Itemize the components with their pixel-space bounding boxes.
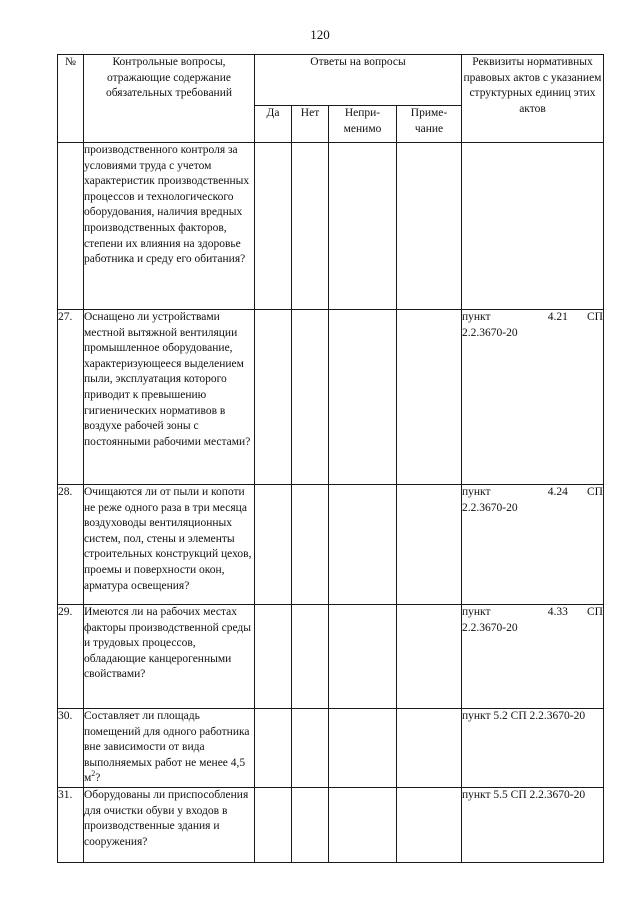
answer-note-cell[interactable] — [397, 787, 462, 862]
requisites-cell — [462, 143, 604, 310]
answer-na-cell[interactable] — [329, 787, 397, 862]
table-row — [58, 310, 604, 485]
page-number: 120 — [310, 27, 330, 42]
question-text: Очищаются ли от пыли и копоти не реже одного раза в три месяца воздуховоды вентиляционных систем, пол, стены и элементы строительных конструкций цехов, проемы и поверхности окон, арматура освещения? — [84, 485, 255, 605]
answer-note-cell[interactable] — [397, 310, 462, 485]
checklist-table — [57, 54, 604, 863]
requisites-cell: пункт 5.5 СП 2.2.3670-20 — [462, 787, 604, 862]
column-header-not-applicable: Непри-менимо — [329, 106, 397, 143]
answer-yes-cell[interactable] — [255, 605, 292, 709]
table-row — [58, 485, 604, 605]
requisite-reference: пункт 4.21 СП — [462, 311, 603, 323]
question-text: производственного контроля за условиями труда с учетом характеристик производственных процессов и технологического оборудования, наличия вредных производственных факторов, степени их влияния на здоровье работника и среду его обитания? — [84, 143, 255, 310]
answer-yes-cell[interactable] — [255, 310, 292, 485]
table-row — [58, 709, 604, 788]
answer-note-cell[interactable] — [397, 143, 462, 310]
requisite-code: 2.2.3670-20 — [462, 621, 518, 634]
answer-no-cell[interactable] — [292, 605, 329, 709]
answer-na-cell[interactable] — [329, 485, 397, 605]
header-row — [58, 55, 604, 106]
column-header-number: № — [58, 55, 84, 143]
column-header-no: Нет — [292, 106, 329, 143]
question-text: Оборудованы ли приспособления для очистки обуви у входов в производственные здания и сооружения? — [84, 787, 255, 862]
requisite-code: 2.2.3670-20 — [462, 501, 518, 514]
column-header-note: Приме-чание — [397, 106, 462, 143]
column-header-yes: Да — [255, 106, 292, 143]
question-text: Оснащено ли устройствами местной вытяжной вентиляции промышленное оборудование, характеризующееся выделением пыли, эксплуатация которого приводит к превышению гигиенических нормативов в воздухе рабочей зоны с постоянными рабочими местами? — [84, 310, 255, 485]
answer-no-cell[interactable] — [292, 143, 329, 310]
answer-no-cell[interactable] — [292, 485, 329, 605]
answer-note-cell[interactable] — [397, 485, 462, 605]
answer-note-cell[interactable] — [397, 709, 462, 788]
answer-no-cell[interactable] — [292, 709, 329, 788]
answer-no-cell[interactable] — [292, 787, 329, 862]
row-number: 27. — [58, 310, 84, 485]
requisite-reference: пункт 4.33 СП — [462, 606, 603, 618]
column-header-answers: Ответы на вопросы — [255, 55, 462, 106]
answer-yes-cell[interactable] — [255, 485, 292, 605]
question-text: Составляет ли площадь помещений для одного работника вне зависимости от вида выполняемых работ не менее 4,5 $м^2$? — [84, 709, 255, 788]
row-number: 31. — [58, 787, 84, 862]
answer-yes-cell[interactable] — [255, 143, 292, 310]
question-text: Имеются ли на рабочих местах факторы производственной среды и трудовых процессов, обладающие канцерогенными свойствами? — [84, 605, 255, 709]
answer-no-cell[interactable] — [292, 310, 329, 485]
requisite-code: 2.2.3670-20 — [462, 326, 518, 339]
answer-na-cell[interactable] — [329, 310, 397, 485]
answer-na-cell[interactable] — [329, 605, 397, 709]
table-row — [58, 143, 604, 310]
row-number: 30. — [58, 709, 84, 788]
requisites-cell: пункт 5.2 СП 2.2.3670-20 — [462, 709, 604, 788]
answer-yes-cell[interactable] — [255, 709, 292, 788]
requisite-reference: пункт 4.24 СП — [462, 486, 603, 498]
answer-na-cell[interactable] — [329, 709, 397, 788]
answer-note-cell[interactable] — [397, 605, 462, 709]
row-number — [58, 143, 84, 310]
table-row — [58, 787, 604, 862]
column-header-requisites: Реквизиты нормативных правовых актов с указанием структурных единиц этих актов — [462, 55, 604, 143]
table-row — [58, 605, 604, 709]
requisites-cell — [462, 485, 604, 605]
column-header-questions: Контрольные вопросы, отражающие содержание обязательных требований — [84, 55, 255, 143]
row-number: 29. — [58, 605, 84, 709]
requisites-cell — [462, 605, 604, 709]
requisites-cell — [462, 310, 604, 485]
answer-na-cell[interactable] — [329, 143, 397, 310]
row-number: 28. — [58, 485, 84, 605]
answer-yes-cell[interactable] — [255, 787, 292, 862]
